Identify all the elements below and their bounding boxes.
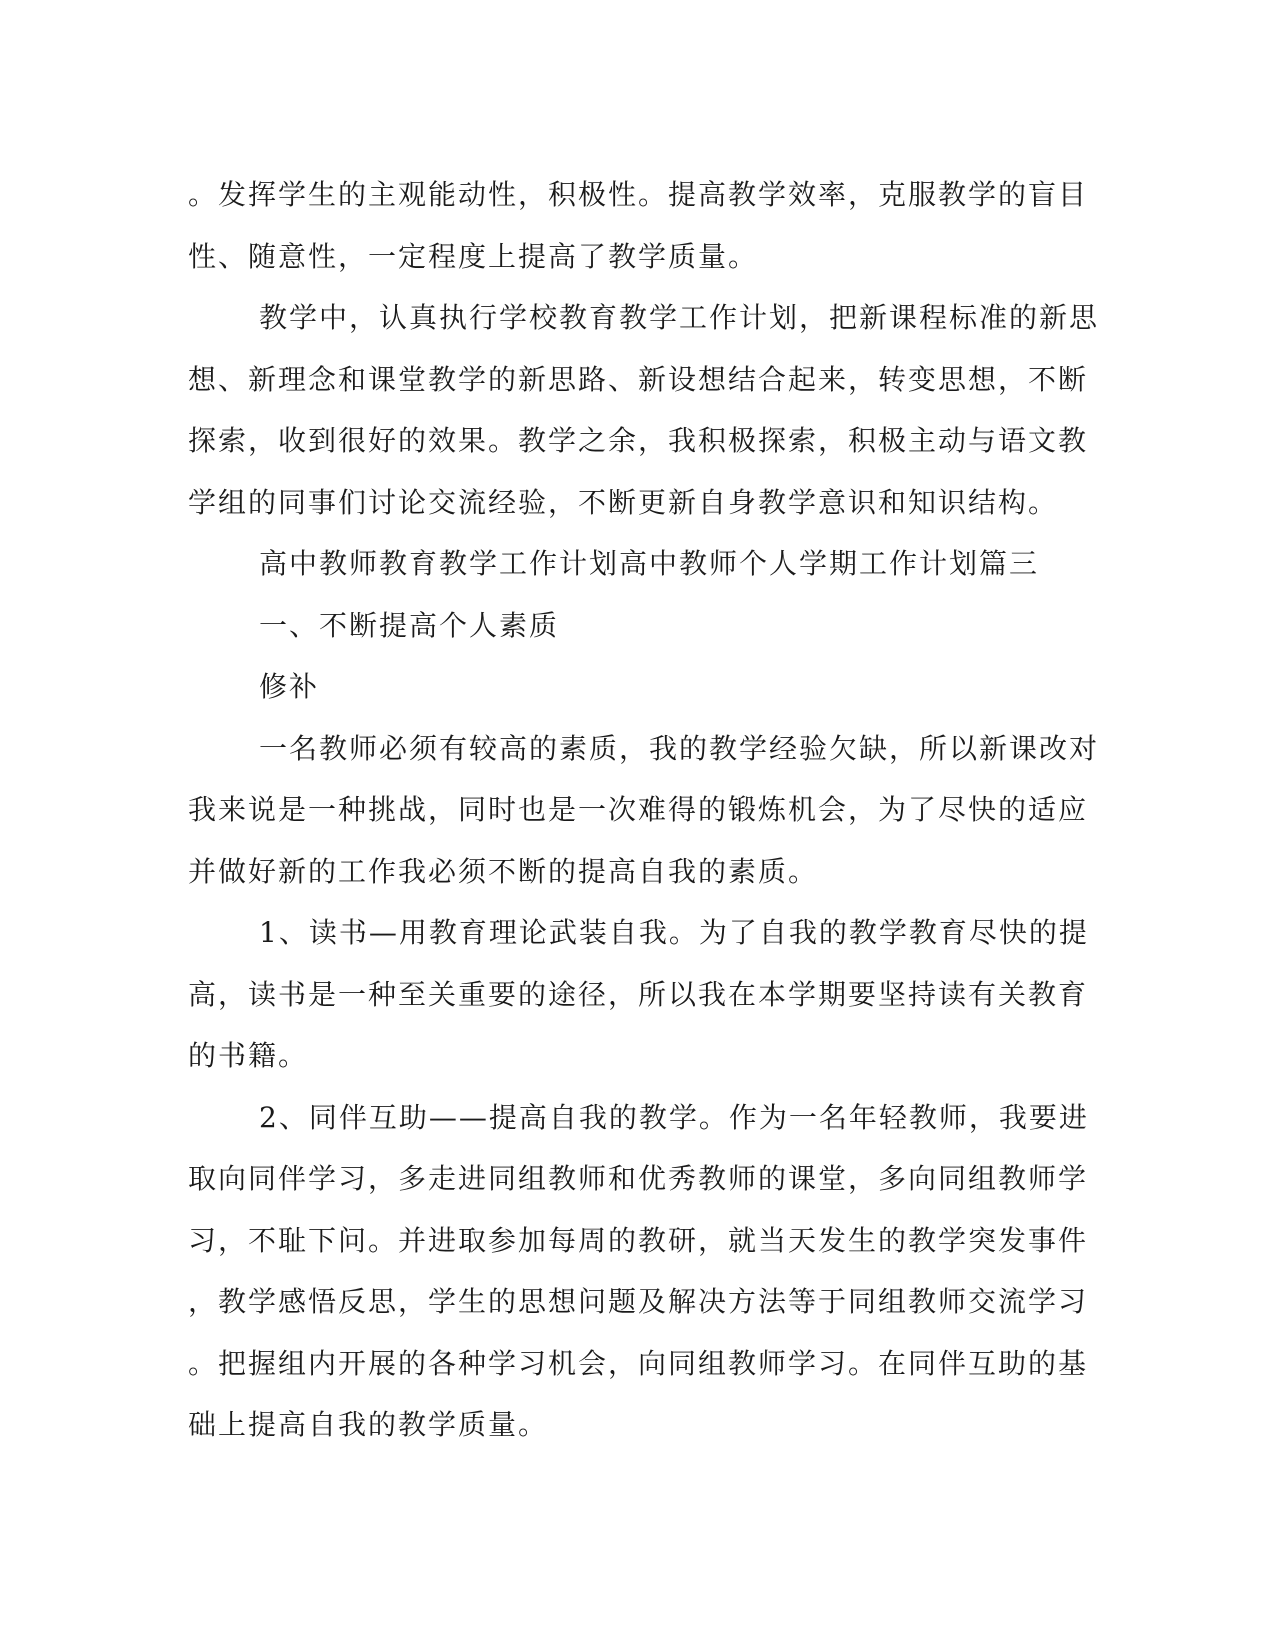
subsection-heading: 一、不断提高个人素质 — [259, 608, 560, 642]
document-body — [188, 164, 1100, 1456]
text-line: 修补 — [259, 670, 320, 703]
text-line: 取向同伴学习，多走进同组教师和优秀教师的课堂，多向同组教师学 — [188, 1162, 1089, 1195]
text-line: 的书籍。 — [188, 1039, 309, 1072]
text-line: 我来说是一种挑战，同时也是一次难得的锻炼机会，为了尽快的适应 — [188, 793, 1089, 826]
text-line: 学组的同事们讨论交流经验，不断更新自身教学意识和知识结构。 — [188, 485, 1059, 519]
text-line: 并做好新的工作我必须不断的提高自我的素质。 — [188, 854, 819, 888]
text-line: 习，不耻下问。并进取参加每周的教研，就当天发生的教学突发事件 — [188, 1223, 1089, 1257]
section-heading: 高中教师教育教学工作计划高中教师个人学期工作计划篇三 — [259, 547, 1040, 580]
list-item-2: 2、同伴互助——提高自我的教学。作为一名年轻教师，我要进 — [259, 1100, 1089, 1134]
text-line: 。把握组内开展的各种学习机会，向同组教师学习。在同伴互助的基 — [188, 1346, 1089, 1380]
text-line: 。发挥学生的主观能动性，积极性。提高教学效率，克服教学的盲目 — [188, 178, 1089, 211]
text-line: 想、新理念和课堂教学的新思路、新设想结合起来，转变思想，不断 — [188, 362, 1089, 396]
text-line: 性、随意性，一定程度上提高了教学质量。 — [188, 239, 759, 273]
text-line: 探索，收到很好的效果。教学之余，我积极探索，积极主动与语文教 — [188, 424, 1089, 457]
text-line: 高，读书是一种至关重要的途径，所以我在本学期要坚持读有关教育 — [188, 977, 1089, 1011]
text-line: 础上提高自我的教学质量。 — [188, 1408, 549, 1441]
text-line: 教学中，认真执行学校教育教学工作计划，把新课程标准的新思 — [259, 301, 1100, 334]
text-line: ，教学感悟反思，学生的思想问题及解决方法等于同组教师交流学习 — [188, 1285, 1089, 1318]
text-line: 一名教师必须有较高的素质，我的教学经验欠缺，所以新课改对 — [259, 731, 1100, 765]
list-item-1: 1、读书—用教育理论武装自我。为了自我的教学教育尽快的提 — [259, 916, 1089, 949]
